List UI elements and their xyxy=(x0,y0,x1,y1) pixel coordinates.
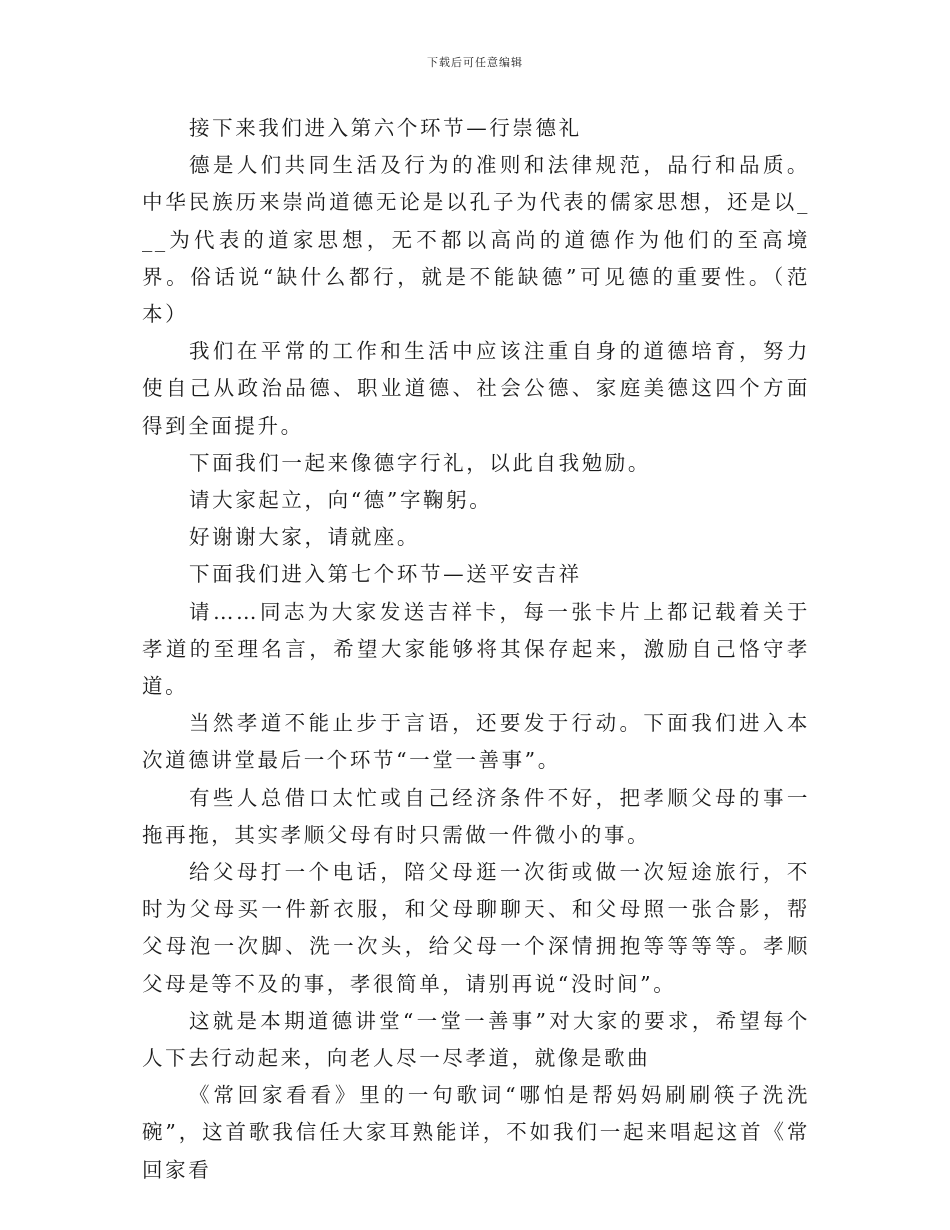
paragraph: 德是人们共同生活及行为的准则和法律规范，品行和品质。中华民族历来崇尚道德无论是以孔子为代表的儒家思想，还是以___为代表的道家思想，无不都以高尚的道德作为他们的至高境界。俗话说“缺什么都行，就是不能缺德”可见德的重要性。（范本） xyxy=(142,153,810,327)
paragraph: 下面我们进入第七个环节—送平安吉祥 xyxy=(189,562,582,587)
paragraph: 请大家起立，向“德”字鞠躬。 xyxy=(189,488,493,513)
paragraph: 有些人总借口太忙或自己经济条件不好，把孝顺父母的事一拖再拖，其实孝顺父母有时只需做一件微小的事。 xyxy=(142,785,810,847)
paragraph: 当然孝道不能止步于言语，还要发于行动。下面我们进入本次道德讲堂最后一个环节“一堂一善事”。 xyxy=(142,711,810,773)
paragraph: 好谢谢大家，请就座。 xyxy=(189,525,420,550)
paragraph: 我们在平常的工作和生活中应该注重自身的道德培育，努力使自己从政治品德、职业道德、社会公德、家庭美德这四个方面得到全面提升。 xyxy=(142,339,810,438)
paragraph: 《常回家看看》里的一句歌词“哪怕是帮妈妈刷刷筷子洗洗碗”，这首歌我信任大家耳熟能详，不如我们一起来唱起这首《常回家看 xyxy=(142,1083,810,1182)
paragraph: 请……同志为大家发送吉祥卡，每一张卡片上都记载着关于孝道的至理名言，希望大家能够将其保存起来，激励自己恪守孝道。 xyxy=(142,599,810,699)
document-body xyxy=(142,110,810,1189)
page-header: 下载后可任意编辑 xyxy=(427,56,523,69)
paragraph: 这就是本期道德讲堂“一堂一善事”对大家的要求，希望每个人下去行动起来，向老人尽一尽孝道，就像是歌曲 xyxy=(142,1008,810,1071)
paragraph: 下面我们一起来像德字行礼，以此自我勉励。 xyxy=(189,450,651,475)
paragraph: 给父母打一个电话，陪父母逛一次街或做一次短途旅行，不时为父母买一件新衣服，和父母聊聊天、和父母照一张合影，帮父母泡一次脚、洗一次头，给父母一个深情拥抱等等等等。孝顺父母是等不及的事，孝很简单，请别再说“没时间”。 xyxy=(142,860,810,996)
paragraph: 接下来我们进入第六个环节—行崇德礼 xyxy=(189,116,582,140)
